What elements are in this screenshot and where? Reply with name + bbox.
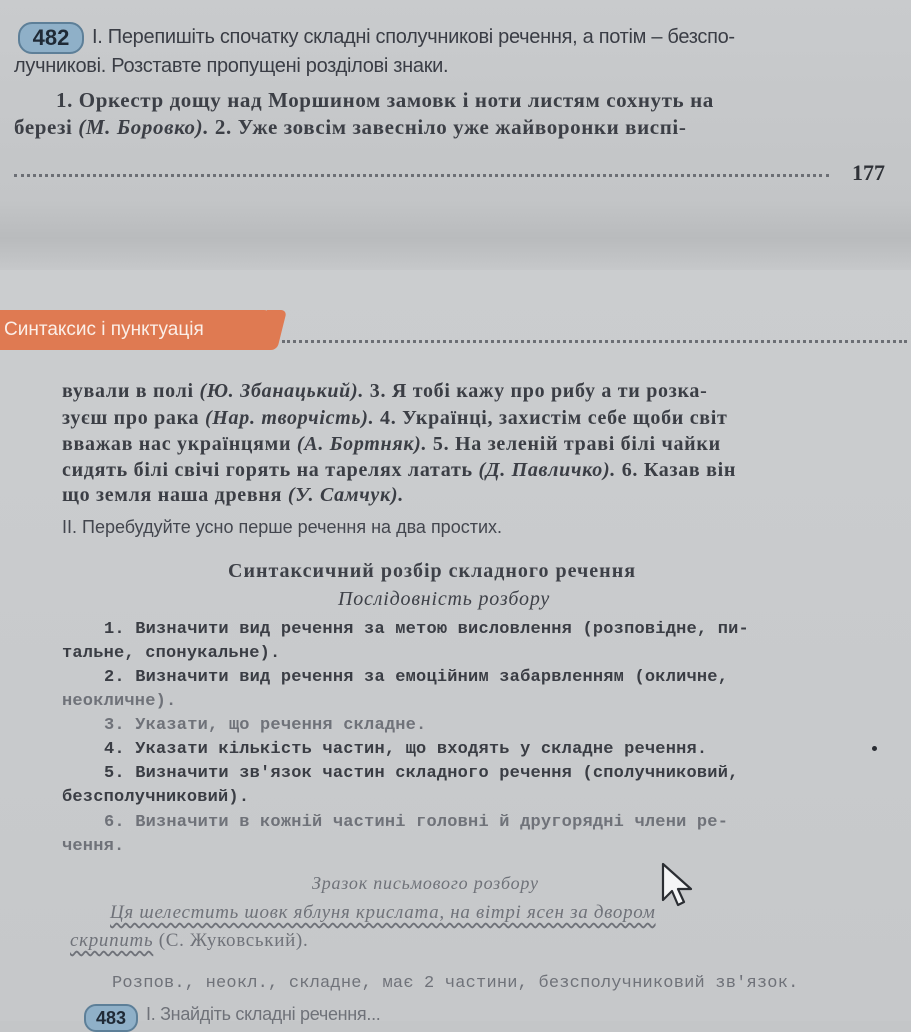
example-author: (М. Боровко). — [78, 115, 210, 139]
sample-heading: Зразок письмового розбору — [312, 873, 539, 893]
step-line: неокличне). — [62, 692, 177, 711]
task-instruction-line-2: лучникові. Розставте пропущені розділові знаки. — [14, 55, 449, 77]
section-subheading: Послідовність розбору — [338, 588, 551, 610]
stray-dot — [872, 746, 877, 751]
exercise-text: 4. Українці, захистім себе щоби світ — [374, 407, 728, 429]
exercise-text: сидять білі свічі горять на тарелях латать — [62, 459, 479, 481]
sample-predicate: скрипить — [70, 930, 154, 951]
exercise-text: вували в полі — [62, 380, 200, 402]
exercise-author: (Д. Павличко). — [478, 459, 617, 481]
sample-sentence-line-1: Ця шелестить шовк яблуня крислата, на вітрі ясен за двором — [110, 902, 656, 923]
exercise-line — [62, 484, 404, 507]
step-line: 4. Указати кількість частин, що входять у складне речення. — [104, 740, 708, 759]
step-line: 2. Визначити вид речення за емоційним забарвленням (окличне, — [104, 668, 729, 687]
step-line: тальне, спонукальне). — [62, 644, 281, 663]
exercise-text: 5. На зеленій траві білі чайки — [427, 433, 721, 455]
sample-result: Розпов., неокл., складне, має 2 частини, безсполучниковий зв'язок. — [112, 974, 799, 993]
sample-author: (С. Жуковський). — [153, 930, 309, 951]
exercise-text: вважав нас українцями — [62, 433, 297, 455]
exercise-line — [62, 380, 707, 403]
section-heading: Синтаксичний розбір складного речення — [228, 560, 637, 582]
exercise-line — [62, 407, 728, 430]
step-line: чення. — [62, 837, 125, 856]
page-gap — [0, 200, 911, 270]
exercise-line — [62, 459, 736, 482]
exercise-text: зуєш про рака — [62, 407, 205, 429]
exercise-author: (А. Бортняк). — [296, 433, 428, 455]
example-text: березі — [14, 115, 79, 139]
exercise-author: (Нар. творчість). — [204, 407, 375, 429]
exercise-author: (Ю. Збанацький). — [199, 380, 365, 402]
sample-sentence-line-2 — [70, 930, 308, 952]
next-task-instruction: І. Знайдіть складні речення... — [146, 1004, 381, 1024]
task-instruction-line-1: І. Перепишіть спочатку складні сполучникові речення, а потім – безспо- — [92, 26, 735, 48]
exercise-text: 6. Казав він — [616, 459, 737, 481]
section-dotted-rule — [282, 340, 907, 343]
step-line: 6. Визначити в кожній частині головні й другорядні члени ре- — [104, 813, 729, 832]
example-text: 2. Уже зовсім завеснілo уже жайворонки виспі- — [209, 115, 687, 139]
page-number: 177 — [852, 160, 885, 185]
task-instruction-2: II. Перебудуйте усно перше речення на два простих. — [62, 517, 503, 537]
task-number-badge: 482 — [18, 22, 84, 54]
step-line: 3. Указати, що речення складне. — [104, 716, 427, 735]
mouse-pointer-icon — [660, 862, 696, 908]
section-header-tab: Синтаксис і пунктуація — [0, 310, 272, 350]
exercise-text: 3. Я тобі кажу про рибу а ти розка- — [364, 380, 708, 402]
example-line-2 — [14, 115, 686, 140]
step-line: 5. Визначити зв'язок частин складного речення (сполучниковий, — [104, 764, 739, 783]
step-line: 1. Визначити вид речення за метою висловлення (розповідне, пи- — [104, 620, 749, 639]
next-task-number-badge: 483 — [84, 1004, 138, 1032]
top-page — [0, 0, 911, 200]
exercise-text: що земля наша древня — [62, 484, 288, 506]
exercise-line — [62, 433, 721, 456]
dotted-rule — [14, 174, 829, 177]
exercise-author: (У. Самчук). — [287, 484, 404, 506]
example-line-1: 1. Оркестр дощу над Моршином замовк і ноти листям сохнуть на — [56, 88, 714, 112]
step-line: безсполучниковий). — [62, 788, 250, 807]
